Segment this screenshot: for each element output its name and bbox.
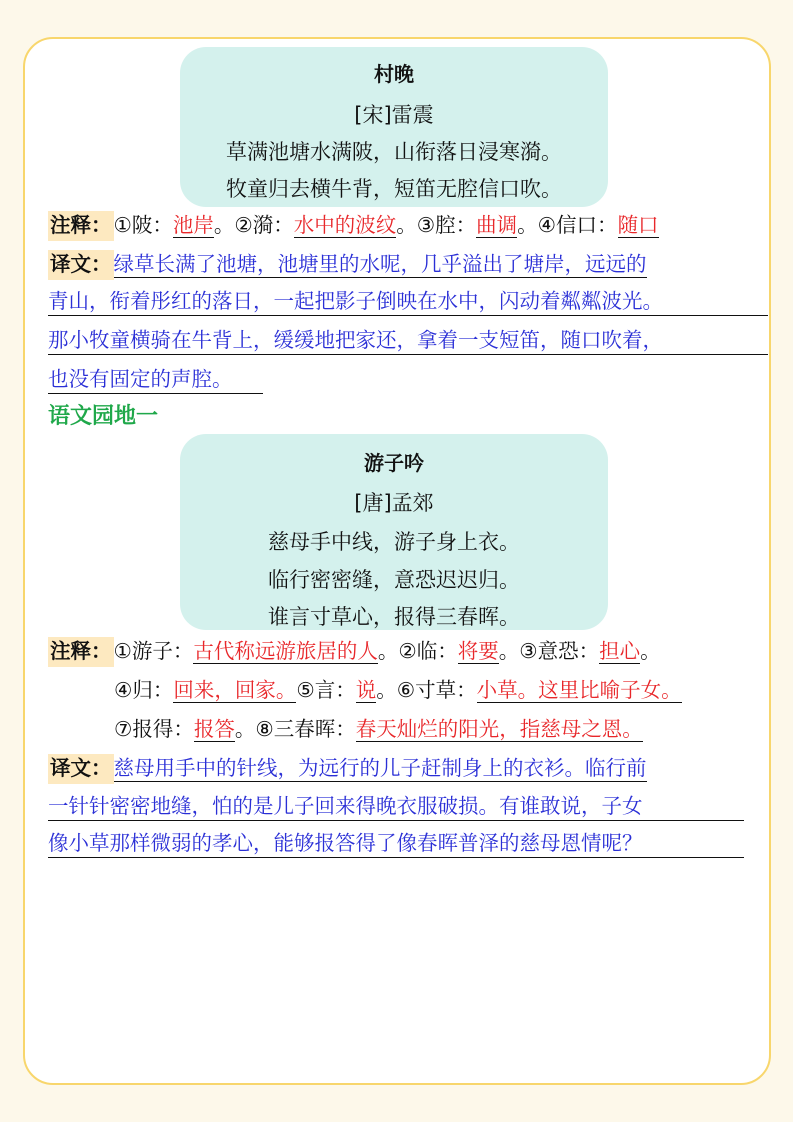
note-value: 曲调: [476, 213, 518, 237]
poem-box-cunwan: [180, 47, 608, 207]
notes-row: [48, 638, 661, 664]
translation-text: 绿草长满了池塘，池塘里的水呢，几乎溢出了塘岸，远远的: [113, 252, 647, 276]
note-key: ①陂：: [113, 213, 173, 237]
note-key: ⑦报得：: [114, 717, 194, 741]
note-key: 。⑧三春晖：: [234, 717, 356, 741]
translation-text: 那小牧童横骑在牛背上，缓缓地把家还，拿着一支短笛，随口吹着，: [48, 327, 768, 355]
note-value: 池岸: [172, 213, 214, 237]
poem-line: 谁言寸草心，报得三春晖。: [268, 605, 520, 629]
translation-row: [48, 755, 647, 782]
note-key: 。④信口：: [517, 213, 618, 237]
note-value: 古代称远游旅居的人: [193, 639, 378, 663]
translation-label: 译文：: [48, 754, 114, 784]
poem-title: 游子吟: [364, 451, 424, 475]
notes-label: 注释：: [48, 637, 114, 667]
note-key: 。⑥寸草：: [376, 678, 477, 702]
section-heading: 语文园地一: [48, 404, 159, 429]
note-key: 。②漪：: [213, 213, 294, 237]
note-key: 。③意恐：: [498, 639, 600, 663]
translation-text: 也没有固定的声腔。: [48, 366, 263, 394]
note-key: ⑤言：: [296, 678, 356, 702]
translation-text: 像小草那样微弱的孝心，能够报答得了像春晖普泽的慈母恩情呢？: [48, 830, 744, 858]
translation-row: [48, 251, 647, 278]
poem-line: 临行密密缝，意恐迟迟归。: [268, 568, 520, 592]
note-key: ①游子：: [113, 639, 194, 663]
translation-text: 青山，衔着彤红的落日，一起把影子倒映在水中，闪动着粼粼波光。: [48, 288, 768, 316]
note-value: 说: [355, 678, 377, 702]
notes-row: [114, 716, 643, 742]
poem-line: 草满池塘水满陂，山衔落日浸寒漪。: [226, 140, 562, 164]
note-value: 将要: [457, 639, 499, 663]
poem-line: 慈母手中线，游子身上衣。: [268, 530, 520, 554]
poem-title: 村晚: [374, 62, 414, 86]
note-value: 担心: [599, 639, 641, 663]
notes-row: [48, 212, 659, 238]
notes-row: [114, 677, 682, 703]
note-value: 随口: [617, 213, 659, 237]
note-value: 回来，回家。: [173, 678, 297, 702]
notes-label: 注释：: [48, 211, 114, 241]
translation-text: 一针针密密地缝，怕的是儿子回来得晚衣服破损。有谁敢说，子女: [48, 793, 744, 821]
note-value: 小草。这里比喻子女。: [476, 678, 682, 702]
note-value: 春天灿烂的阳光，指慈母之恩。: [355, 717, 643, 741]
note-key: ④归：: [114, 678, 174, 702]
translation-text: 慈母用手中的针线，为远行的儿子赶制身上的衣衫。临行前: [113, 756, 647, 780]
note-key: 。: [640, 639, 661, 663]
note-key: 。③腔：: [396, 213, 477, 237]
poem-author: [唐]孟郊: [354, 491, 434, 515]
note-value: 报答: [193, 717, 235, 741]
note-key: 。②临：: [377, 639, 458, 663]
note-value: 水中的波纹: [293, 213, 397, 237]
translation-label: 译文：: [48, 250, 114, 280]
poem-author: [宋]雷震: [354, 103, 434, 127]
poem-box-youziyin: [180, 434, 608, 630]
poem-line: 牧童归去横牛背，短笛无腔信口吹。: [226, 177, 562, 201]
